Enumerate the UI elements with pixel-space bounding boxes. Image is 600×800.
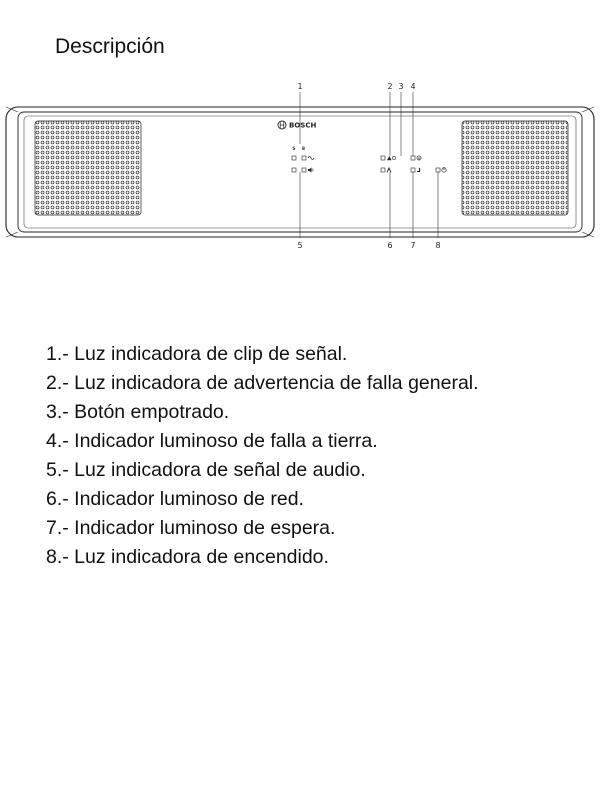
callout-3: 3 bbox=[398, 82, 404, 91]
panel-mark-b: B bbox=[302, 146, 306, 151]
callout-1: 1 bbox=[297, 82, 303, 91]
callout-4: 4 bbox=[410, 82, 416, 91]
legend-list bbox=[46, 340, 479, 572]
legend-item: 6.- Indicador luminoso de red. bbox=[46, 488, 304, 510]
left-vent-grille bbox=[35, 121, 141, 215]
callout-5: 5 bbox=[297, 241, 303, 250]
brand-label: BOSCH bbox=[289, 121, 317, 130]
front-panel-diagram bbox=[0, 70, 600, 270]
legend-item: 2.- Luz indicadora de advertencia de falla general. bbox=[46, 372, 479, 394]
callout-7: 7 bbox=[410, 241, 416, 250]
legend-item: 5.- Luz indicadora de señal de audio. bbox=[46, 459, 366, 481]
callout-6: 6 bbox=[387, 241, 393, 250]
callout-2: 2 bbox=[387, 82, 393, 91]
callout-8: 8 bbox=[435, 241, 441, 250]
legend-item: 3.- Botón empotrado. bbox=[46, 401, 230, 423]
right-vent-grille bbox=[462, 121, 568, 215]
panel-mark-s: S bbox=[292, 146, 296, 151]
legend-item: 4.- Indicador luminoso de falla a tierra. bbox=[46, 430, 378, 452]
legend-item: 1.- Luz indicadora de clip de señal. bbox=[46, 343, 348, 365]
legend-item: 8.- Luz indicadora de encendido. bbox=[46, 546, 329, 568]
legend-item: 7.- Indicador luminoso de espera. bbox=[46, 517, 336, 539]
page-title: Descripción bbox=[55, 35, 165, 58]
